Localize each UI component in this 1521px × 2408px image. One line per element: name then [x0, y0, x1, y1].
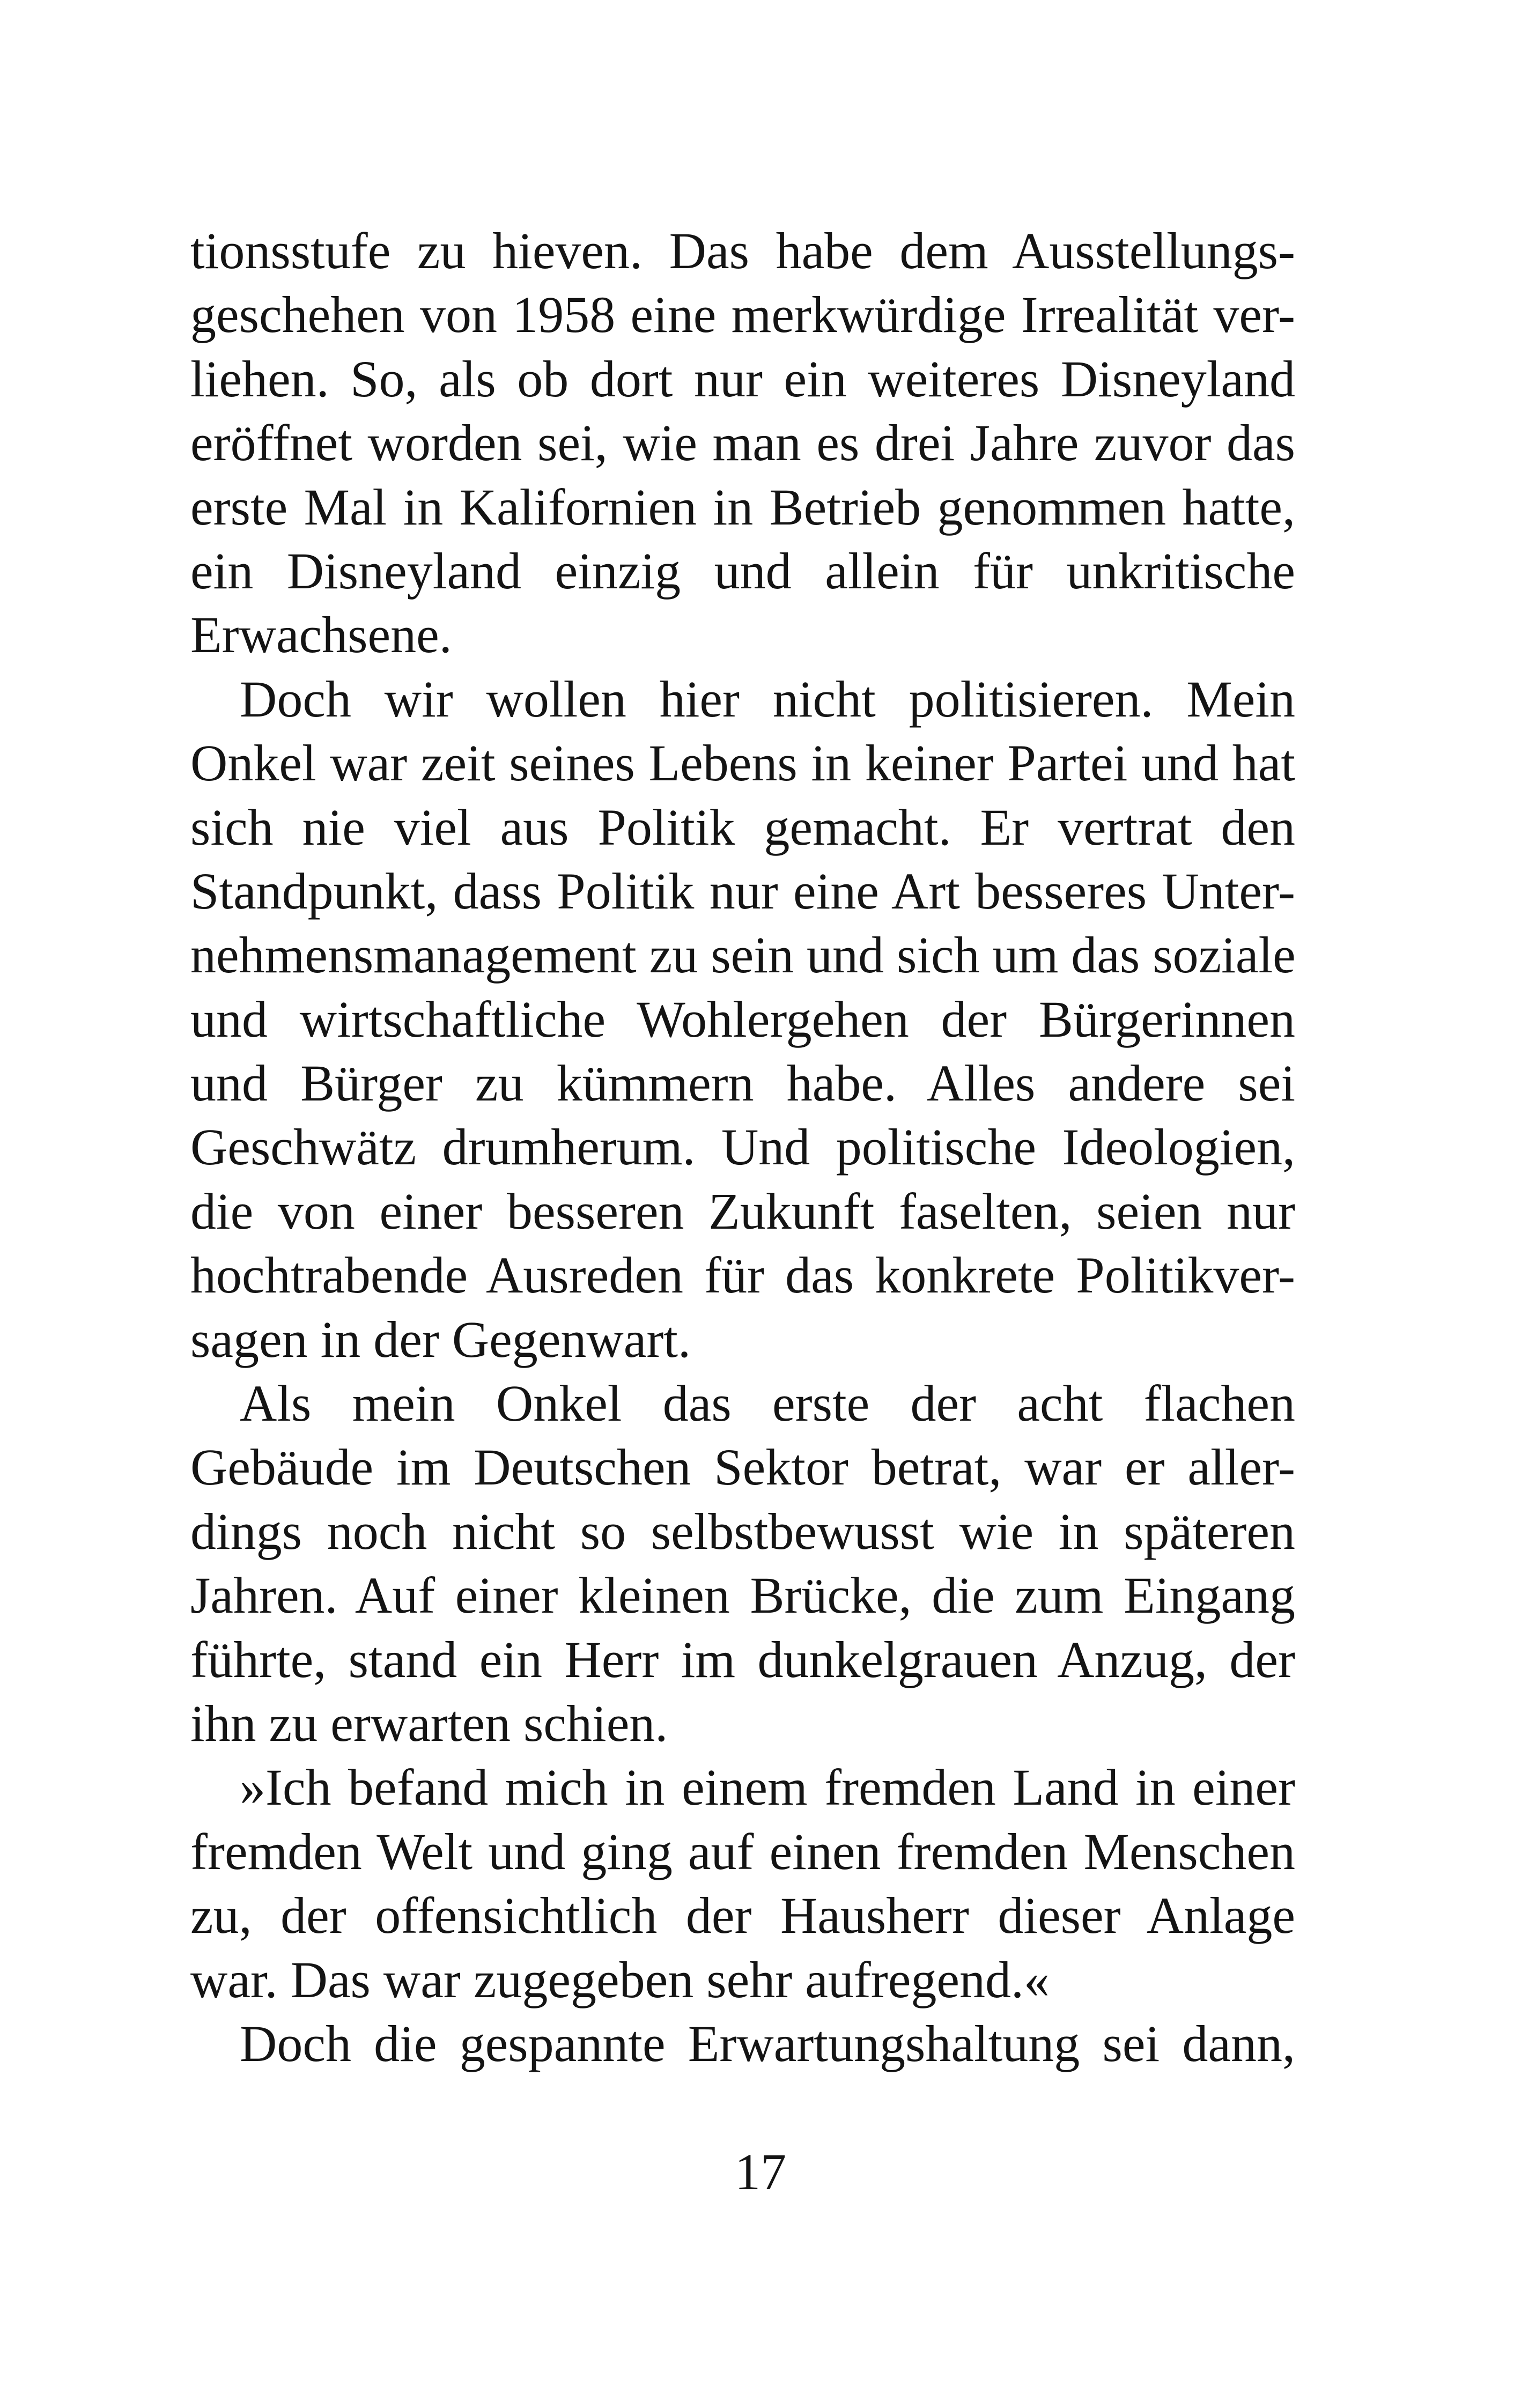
text-line: Gebäude im Deutschen Sektor betrat, war er aller-	[190, 1438, 1295, 1496]
text-line: hochtrabende Ausreden für das konkrete Politikver-	[190, 1246, 1295, 1304]
text-line: tionsstufe zu hieven. Das habe dem Ausstellungs-	[190, 222, 1295, 279]
text-line: Geschwätz drumherum. Und politische Ideologien,	[190, 1118, 1295, 1176]
text-line: eröffnet worden sei, wie man es drei Jahre zuvor das	[190, 414, 1295, 472]
text-line: Standpunkt, dass Politik nur eine Art besseres Unter-	[190, 862, 1295, 920]
text-line: Als mein Onkel das erste der acht flachen	[240, 1375, 1295, 1432]
text-line: war. Das war zugegeben sehr aufregend.«	[190, 1951, 1050, 2008]
text-line: »Ich befand mich in einem fremden Land in einer	[240, 1759, 1295, 1816]
text-line: ihn zu erwarten schien.	[190, 1694, 668, 1752]
text-line: Onkel war zeit seines Lebens in keiner Partei und hat	[190, 734, 1295, 792]
text-line: nehmensmanagement zu sein und sich um das soziale	[190, 926, 1296, 984]
text-line: zu, der offensichtlich der Hausherr dieser Anlage	[190, 1887, 1295, 1945]
text-line: Jahren. Auf einer kleinen Brücke, die zum Eingang	[190, 1567, 1295, 1624]
text-line: Doch die gespannte Erwartungshaltung sei dann,	[240, 2014, 1295, 2072]
text-line: sich nie viel aus Politik gemacht. Er vertrat den	[190, 798, 1295, 856]
text-line: die von einer besseren Zukunft faselten, seien nur	[190, 1182, 1295, 1240]
text-line: geschehen von 1958 eine merkwürdige Irrealität ver-	[190, 286, 1295, 344]
text-line: liehen. So, als ob dort nur ein weiteres Disneyland	[190, 350, 1295, 408]
page-number: 17	[735, 2143, 786, 2200]
text-line: erste Mal in Kalifornien in Betrieb genommen hatte,	[190, 478, 1295, 536]
body-text	[190, 219, 1295, 2075]
text-line: und wirtschaftliche Wohlergehen der Bürgerinnen	[190, 990, 1295, 1048]
text-line: sagen in der Gegenwart.	[190, 1310, 691, 1368]
text-line: Erwachsene.	[190, 606, 452, 664]
text-line: führte, stand ein Herr im dunkelgrauen Anzug, der	[190, 1630, 1295, 1688]
text-line: ein Disneyland einzig und allein für unkritische	[190, 542, 1295, 600]
text-line: fremden Welt und ging auf einen fremden Menschen	[190, 1822, 1295, 1880]
text-line: dings noch nicht so selbstbewusst wie in späteren	[190, 1502, 1295, 1560]
text-line: und Bürger zu kümmern habe. Alles andere sei	[190, 1054, 1295, 1112]
text-line: Doch wir wollen hier nicht politisieren. Mein	[240, 670, 1295, 728]
